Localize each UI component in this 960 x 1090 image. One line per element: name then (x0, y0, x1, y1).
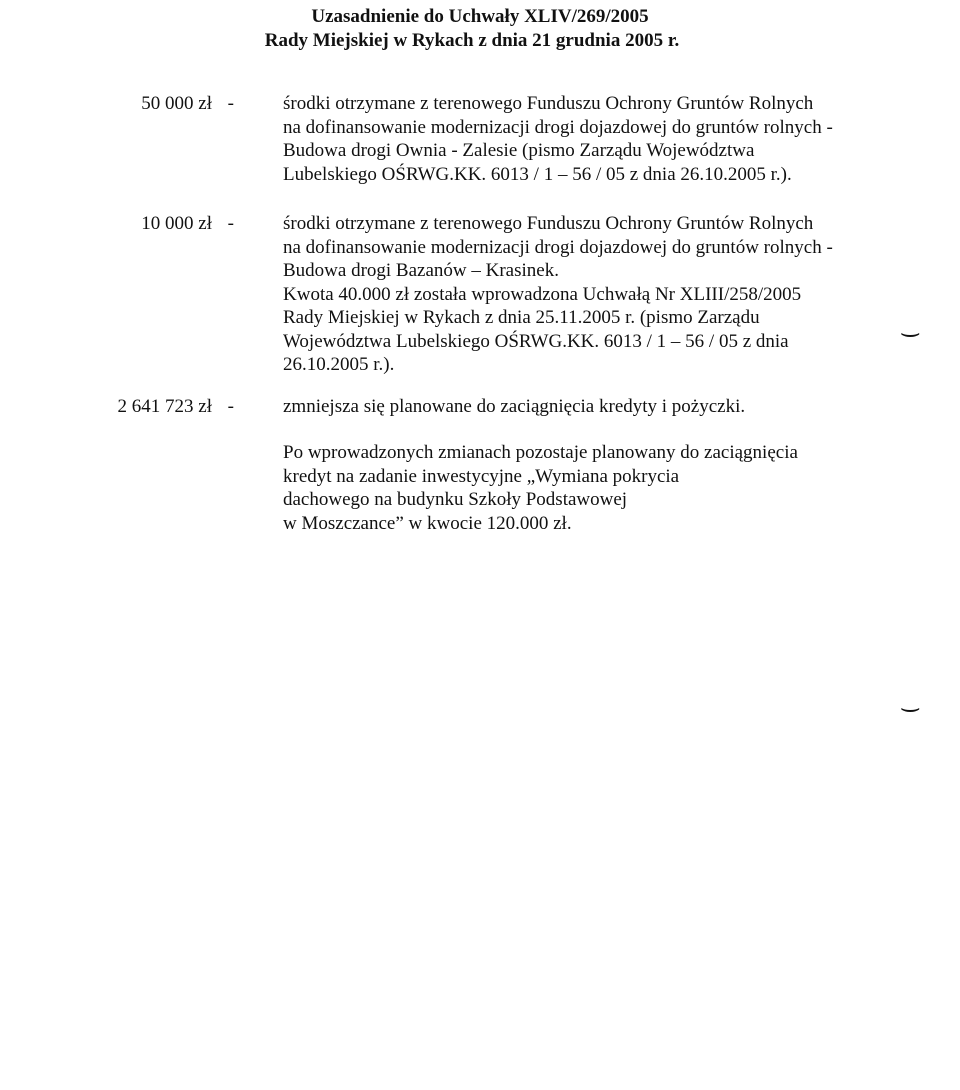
amount-label (0, 212, 234, 235)
amount-label (0, 395, 234, 418)
document-title: Uzasadnienie do Uchwały XLIV/269/2005 (311, 6, 649, 27)
scan-speck-mark: ⌣ (899, 695, 922, 720)
amount-value: 50 000 zł (141, 93, 212, 114)
amount-dash: - (227, 213, 234, 234)
document-subtitle: Rady Miejskiej w Rykach z dnia 21 grudnia 2005 r. (264, 30, 680, 51)
closing-paragraph: Po wprowadzonych zmianach pozostaje planowany do zaciągnięcia kredyt na zadanie inwestycyjne „Wymiana pokrycia dachowego na budynku Szkoły Podstawowej w Moszczance” w kwocie 120.000 zł. (283, 442, 798, 534)
amount-dash: - (227, 93, 234, 114)
item-description: środki otrzymane z terenowego Funduszu Ochrony Gruntów Rolnych na dofinansowanie modernizacji drogi dojazdowej do gruntów rolnych - Budowa drogi Ownia - Zalesie (pismo Zarządu Województwa Lubelskiego OŚRWG.KK. 6013 / 1 – 56 / 05 z dnia 26.10.2005 r.). (283, 93, 833, 185)
amount-value: 10 000 zł (141, 213, 212, 234)
item-description: środki otrzymane z terenowego Funduszu Ochrony Gruntów Rolnych na dofinansowanie modernizacji drogi dojazdowej do gruntów rolnych - Budowa drogi Bazanów – Krasinek. Kwota 40.000 zł została wprowadzona Uchwałą Nr XLIII/258/2005 Rady Miejskiej w Rykach z dnia 25.11.2005 r. (pismo Zarządu Województwa Lubelskiego OŚRWG.KK. 6013 / 1 – 56 / 05 z dnia 26.10.2005 r.). (283, 213, 833, 375)
scan-speck-mark: ⌣ (899, 320, 922, 345)
amount-label (0, 92, 234, 115)
amount-dash: - (227, 396, 234, 417)
amount-value: 2 641 723 zł (117, 396, 212, 417)
item-description: zmniejsza się planowane do zaciągnięcia kredyty i pożyczki. (283, 396, 746, 417)
